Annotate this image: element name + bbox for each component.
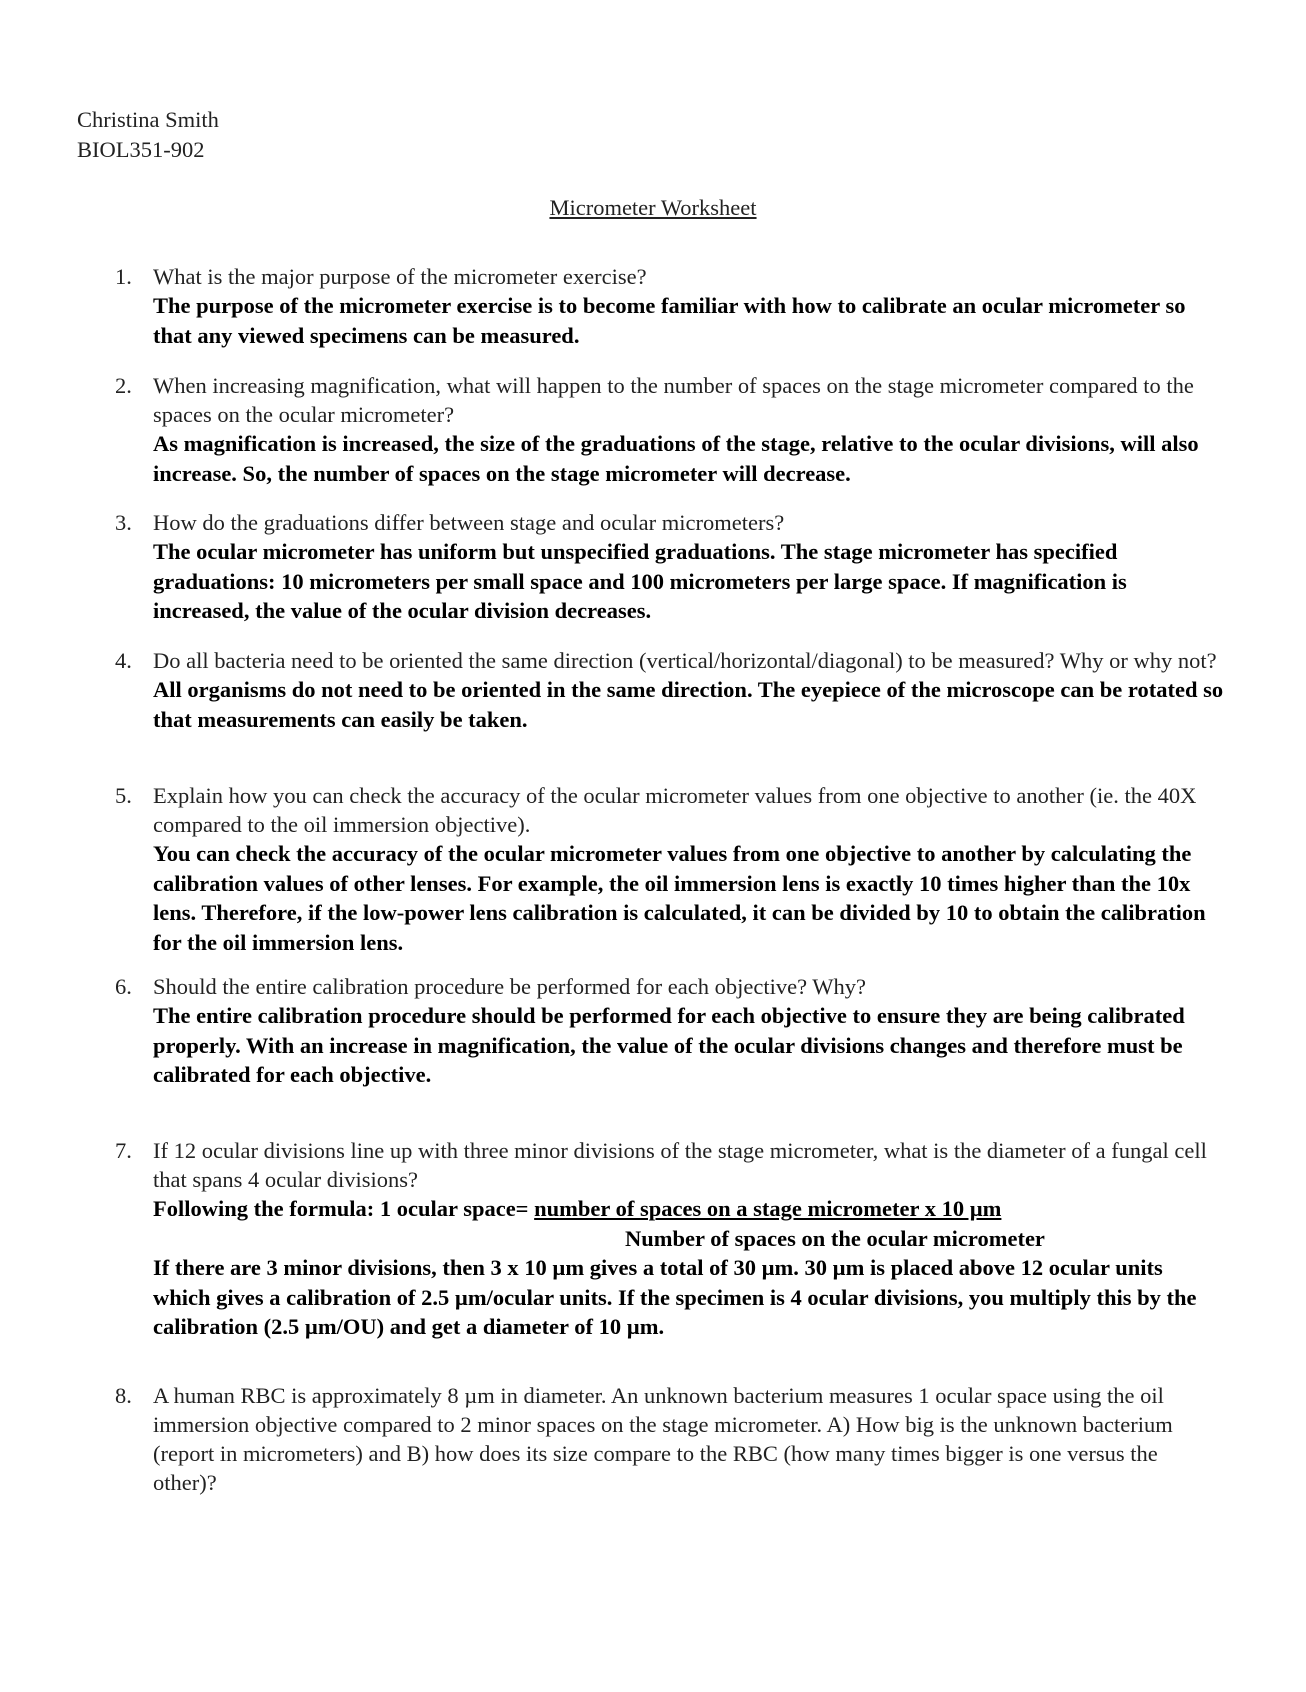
question-2: [115, 371, 1225, 488]
question-number: 8.: [115, 1383, 132, 1408]
question-number: 4.: [115, 648, 132, 673]
question-7: [115, 1136, 1225, 1342]
question-text: Do all bacteria need to be oriented the same direction (vertical/horizontal/diagonal) to be measured? Why or why not?: [153, 648, 1217, 673]
answer-text: The ocular micrometer has uniform but unspecified graduations. The stage micrometer has specified graduations: 10 micrometers per small space and 100 micrometers per large space. If magnification is increased, the value of the ocular division decreases.: [153, 539, 1127, 623]
question-3: [115, 508, 1225, 626]
answer-text: If there are 3 minor divisions, then 3 x 10 µm gives a total of 30 µm. 30 µm is placed above 12 ocular units which gives a calibration of 2.5 µm/ocular units. If the specimen is 4 ocular divisions, you multiply this by the calibration (2.5 µm/OU) and get a diameter of 10 µm.: [153, 1255, 1197, 1339]
answer-text: As magnification is increased, the size of the graduations of the stage, relative to the ocular divisions, will also increase. So, the number of spaces on the stage micrometer will decrease.: [153, 431, 1199, 486]
question-1: [115, 262, 1225, 350]
question-text: Explain how you can check the accuracy of the ocular micrometer values from one objective to another (ie. the 40X compared to the oil immersion objective).: [153, 783, 1197, 837]
question-text: When increasing magnification, what will happen to the number of spaces on the stage micrometer compared to the spaces on the ocular micrometer?: [153, 373, 1194, 427]
question-5: [115, 781, 1225, 957]
answer-text: All organisms do not need to be oriented in the same direction. The eyepiece of the microscope can be rotated so that measurements can easily be taken.: [153, 677, 1224, 732]
question-number: 5.: [115, 783, 132, 808]
question-number: 1.: [115, 264, 132, 289]
question-4: [115, 646, 1225, 734]
question-number: 7.: [115, 1138, 132, 1163]
question-number: 2.: [115, 373, 132, 398]
question-8: [115, 1381, 1225, 1497]
question-text: What is the major purpose of the micrometer exercise?: [153, 264, 647, 289]
question-number: 3.: [115, 510, 132, 535]
formula-denominator: Number of spaces on the ocular micrometer: [625, 1225, 1045, 1251]
question-text: A human RBC is approximately 8 µm in diameter. An unknown bacterium measures 1 ocular space using the oil immersion objective compared to 2 minor spaces on the stage micrometer. A) How big is the unknown bacterium (report in micrometers) and B) how does its size compare to the RBC (how many times bigger is one versus the other)?: [153, 1383, 1173, 1495]
formula-line: [153, 1194, 1225, 1224]
formula-prefix: Following the formula: 1 ocular space=: [153, 1196, 535, 1221]
question-text: Should the entire calibration procedure be performed for each objective? Why?: [153, 974, 867, 999]
question-text: If 12 ocular divisions line up with three minor divisions of the stage micrometer, what is the diameter of a fungal cell that spans 4 ocular divisions?: [153, 1138, 1207, 1192]
question-text: How do the graduations differ between stage and ocular micrometers?: [153, 510, 785, 535]
worksheet-title: Micrometer Worksheet: [549, 195, 757, 220]
answer-text: You can check the accuracy of the ocular micrometer values from one objective to another by calculating the calibration values of other lenses. For example, the oil immersion lens is exactly 10 times higher than the 10x lens. Therefore, if the low-power lens calibration is calculated, it can be divided by 10 to obtain the calibration for the oil immersion lens.: [153, 841, 1206, 955]
question-number: 6.: [115, 974, 132, 999]
formula-numerator: number of spaces on a stage micrometer x 10 µm: [534, 1196, 1002, 1221]
question-6: [115, 972, 1225, 1090]
answer-text: The entire calibration procedure should be performed for each objective to ensure they are being calibrated properly. With an increase in magnification, the value of the ocular divisions changes and therefore must be calibrated for each objective.: [153, 1003, 1185, 1087]
answer-text: The purpose of the micrometer exercise is to become familiar with how to calibrate an ocular micrometer so that any viewed specimens can be measured.: [153, 293, 1186, 348]
author-name: Christina Smith: [77, 107, 219, 132]
course-code: BIOL351-902: [77, 137, 205, 162]
